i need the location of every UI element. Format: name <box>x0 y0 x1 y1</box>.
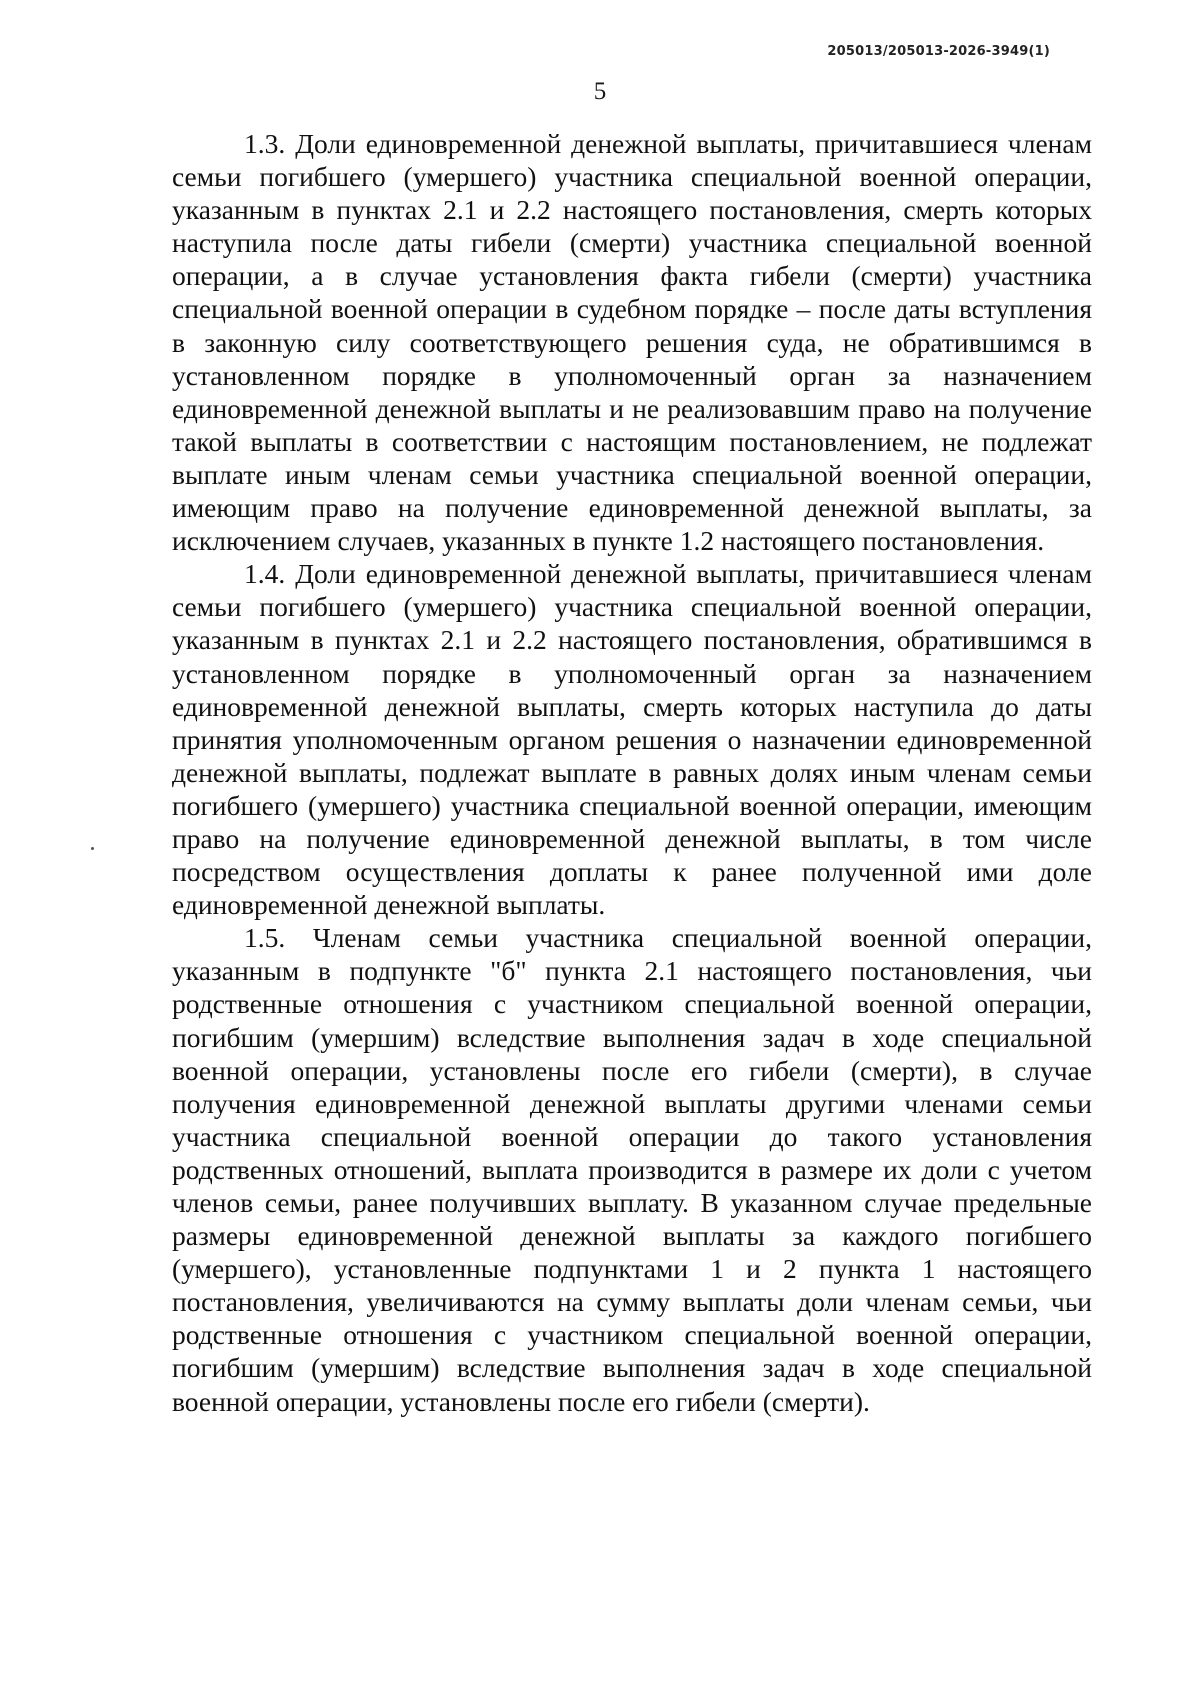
page-number: 5 <box>593 78 607 105</box>
paragraph-1-5: 1.5. Членам семьи участника специальной военной операции, указанным в подпункте "б" пункта 2.1 настоящего постановления, чьи родственные отношения с участником специальной военной операции, погибшим (умершим) вследствие выполнения задач в ходе специальной военной операции, установлены после его гибели (смерти), в случае получения единовременной денежной выплаты другими членами семьи участника специальной военной операции до такого установления родственных отношений, выплата производится в размере их доли с учетом членов семьи, ранее получивших выплату. В указанном случае предельные размеры единовременной денежной выплаты за каждого погибшего (умершего), установленные подпунктами 1 и 2 пункта 1 настоящего постановления, увеличиваются на сумму выплаты доли членам семьи, чьи родственные отношения с участником специальной военной операции, погибшим (умершим) вследствие выполнения задач в ходе специальной военной операции, установлены после его гибели (смерти). <box>172 922 1092 1417</box>
document-body <box>172 127 1092 1418</box>
paragraph-1-4: 1.4. Доли единовременной денежной выплаты, причитавшиеся членам семьи погибшего (умершего) участника специальной военной операции, указанным в пунктах 2.1 и 2.2 настоящего постановления, обратившимся в установленном порядке в уполномоченный орган за назначением единовременной денежной выплаты, смерть которых наступила до даты принятия уполномоченным органом решения о назначении единовременной денежной выплаты, подлежат выплате в равных долях иным членам семьи погибшего (умершего) участника специальной военной операции, имеющим право на получение единовременной денежной выплаты, в том числе посредством осуществления доплаты к ранее полученной ими доле единовременной денежной выплаты. <box>172 558 1092 921</box>
scan-speck <box>91 847 94 850</box>
paragraph-1-3: 1.3. Доли единовременной денежной выплаты, причитавшиеся членам семьи погибшего (умершего) участника специальной военной операции, указанным в пунктах 2.1 и 2.2 настоящего постановления, смерть которых наступила после даты гибели (смерти) участника специальной военной операции, а в случае установления факта гибели (смерти) участника специальной военной операции в судебном порядке – после даты вступления в законную силу соответствующего решения суда, не обратившимся в установленном порядке в уполномоченный орган за назначением единовременной денежной выплаты и не реализовавшим право на получение такой выплаты в соответствии с настоящим постановлением, не подлежат выплате иным членам семьи участника специальной военной операции, имеющим право на получение единовременной денежной выплаты, за исключением случаев, указанных в пункте 1.2 настоящего постановления. <box>172 128 1092 557</box>
document-id: 205013/205013-2026-3949(1) <box>827 44 1050 59</box>
